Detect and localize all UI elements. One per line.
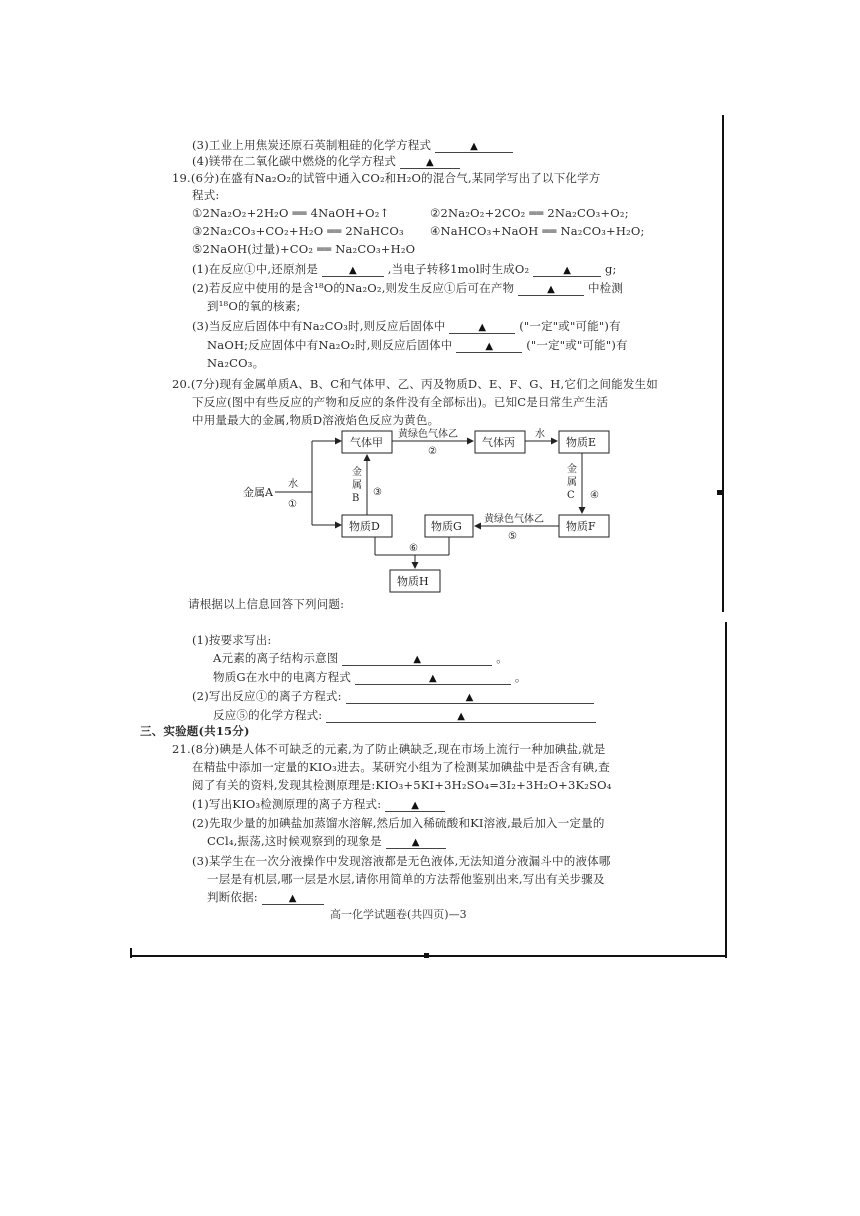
blank-marker: ▲ xyxy=(411,800,420,811)
marker-bottom xyxy=(424,953,429,958)
q21-sub-3: (3)某学生在一次分液操作中发现溶液都是无色液体,无法知道分液漏斗中的液体哪 xyxy=(192,854,611,868)
label-step-2: ② xyxy=(428,446,437,457)
q19-equation-1: ①2Na₂O₂+2H₂O ══ 4NaOH+O₂↑ xyxy=(192,206,390,220)
blank-marker: ▲ xyxy=(470,141,478,152)
label-yellow-green-gas-5: 黄绿色气体乙 xyxy=(484,514,544,525)
q19-sub-1-blank-a[interactable] xyxy=(322,263,384,277)
label-metal-c-char1: 金 xyxy=(567,464,577,475)
q19-sub-1-text-end: g; xyxy=(605,262,617,276)
q18-item-3-answer-blank[interactable] xyxy=(435,139,513,153)
label-metal-b-char2: 属 xyxy=(352,480,362,491)
blank-marker: ▲ xyxy=(348,265,357,276)
blank-marker: ▲ xyxy=(288,893,297,904)
blank-marker: ▲ xyxy=(457,711,466,722)
right-border-lower xyxy=(725,622,727,958)
q21-sub-1-text: (1)写出KIO₃检测原理的离子方程式: xyxy=(192,797,382,811)
label-step-3: ③ xyxy=(373,487,382,498)
label-water-1: 水 xyxy=(288,479,298,490)
q19-sub-1-text-mid: ,当电子转移1mol时生成O₂ xyxy=(387,262,530,276)
q18-item-3-text: (3)工业上用焦炭还原石英制粗硅的化学方程式 xyxy=(192,138,432,152)
q20-part-1a-blank[interactable] xyxy=(342,652,492,666)
q21-sub-3-line2: 一层是有机层,哪一层是水层,请你用简单的方法帮他鉴别出来,写出有关步骤及 xyxy=(207,872,605,886)
label-step-1: ① xyxy=(288,499,297,510)
q21-heading-line3: 阅了有关的资料,发现其检测原理是:KIO₃+5KI+3H₂SO₄=3I₂+3H₂O+3K₂SO₄ xyxy=(192,778,612,792)
q21-heading-line2: 在精盐中添加一定量的KIO₃进去。某研究小组为了检测某加碘盐中是否含有碘,查 xyxy=(192,760,610,774)
label-metal-a: 金属A xyxy=(243,486,273,499)
blank-marker: ▲ xyxy=(547,284,556,295)
blank-marker: ▲ xyxy=(485,341,494,352)
label-sub-f: 物质F xyxy=(566,520,596,533)
q19-sub-2-text-end: 中检测 xyxy=(587,281,624,295)
q19-sub-3-line3: Na₂CO₃。 xyxy=(207,356,265,370)
q19-sub-2 xyxy=(192,280,623,296)
label-sub-h: 物质H xyxy=(397,575,429,588)
q20-part-2b-blank[interactable] xyxy=(326,709,596,723)
q21-sub-1-blank[interactable] xyxy=(385,798,445,812)
blank-marker: ▲ xyxy=(429,673,437,684)
q21-sub-3-blank[interactable] xyxy=(262,891,324,905)
label-yellow-green-gas-2: 黄绿色气体乙 xyxy=(398,429,458,440)
q19-equation-3: ③2Na₂CO₃+CO₂+H₂O ══ 2NaHCO₃ xyxy=(192,224,404,238)
q20-part-2 xyxy=(192,688,594,704)
q20-heading-line2: 下反应(图中有些反应的产物和反应的条件没有全部标出)。已知C是日常生产生活 xyxy=(192,395,609,409)
q19-sub-2-blank[interactable] xyxy=(518,282,584,296)
q19-equation-5: ⑤2NaOH(过量)+CO₂ ══ Na₂CO₃+H₂O xyxy=(192,242,416,256)
q19-heading-line2: 程式: xyxy=(192,188,220,202)
q21-sub-1 xyxy=(192,796,445,812)
blank-marker: ▲ xyxy=(478,322,487,333)
q18-item-4 xyxy=(192,153,460,169)
q21-heading-line1: 21.(8分)碘是人体不可缺乏的元素,为了防止碘缺乏,现在市场上流行一种加碘盐,就是 xyxy=(172,742,606,756)
page-footer: 高一化学试题卷(共四页)—3 xyxy=(330,908,467,921)
label-step-4: ④ xyxy=(590,490,599,501)
label-sub-g: 物质G xyxy=(431,520,462,533)
period: 。 xyxy=(514,670,527,684)
left-border-tick xyxy=(130,948,132,958)
q20-part-1b-blank[interactable] xyxy=(355,671,511,685)
q19-equation-4: ④NaHCO₃+NaOH ══ Na₂CO₃+H₂O; xyxy=(430,224,645,238)
label-metal-b-char1: 金 xyxy=(352,467,362,478)
q20-part-1b-text: 物质G在水中的电离方程式 xyxy=(213,670,352,684)
q18-item-4-answer-blank[interactable] xyxy=(400,155,460,169)
q19-sub-1-text: (1)在反应①中,还原剂是 xyxy=(192,262,319,276)
q19-sub-3-text-3: ("一定"或"可能")有 xyxy=(526,338,628,352)
period: 。 xyxy=(496,651,508,665)
q19-sub-3-blank-b[interactable] xyxy=(456,339,522,353)
label-sub-e: 物质E xyxy=(566,436,597,449)
blank-marker: ▲ xyxy=(465,692,474,703)
q19-sub-1-blank-b[interactable] xyxy=(533,263,601,277)
blank-marker: ▲ xyxy=(563,265,572,276)
q20-ask: 请根据以上信息回答下列问题: xyxy=(188,597,345,611)
q21-sub-2: (2)先取少量的加碘盐加蒸馏水溶解,然后加入稀硫酸和KI溶液,最后加入一定量的 xyxy=(192,816,605,830)
q18-item-4-text: (4)镁带在二氧化碳中燃烧的化学方程式 xyxy=(192,154,397,168)
q18-item-3 xyxy=(192,137,513,153)
q21-sub-3-line3 xyxy=(207,889,324,905)
blank-marker: ▲ xyxy=(426,157,434,168)
q20-part-2-blank[interactable] xyxy=(346,690,594,704)
q21-sub-2-text: CCl₄,振荡,这时候观察到的现象是 xyxy=(207,834,382,848)
q20-part-2-text: (2)写出反应①的离子方程式: xyxy=(192,689,342,703)
q20-part-1a-text: A元素的离子结构示意图 xyxy=(213,651,339,665)
q20-part-1a xyxy=(213,650,508,666)
label-metal-c-char3: C xyxy=(567,490,575,501)
q19-sub-2-text: (2)若反应中使用的是含¹⁸O的Na₂O₂,则发生反应①后可在产物 xyxy=(192,281,515,295)
label-gas-jia: 气体甲 xyxy=(350,436,383,449)
q19-equation-2: ②2Na₂O₂+2CO₂ ══ 2Na₂CO₃+O₂; xyxy=(430,206,629,220)
label-gas-bing: 气体丙 xyxy=(482,436,515,449)
q20-part-2b xyxy=(213,707,596,723)
q19-heading-line1: 19.(6分)在盛有Na₂O₂的试管中通入CO₂和H₂O的混合气,某同学写出了以下化学方 xyxy=(172,171,601,185)
q19-sub-3-text-2: NaOH;反应固体中有Na₂O₂时,则反应后固体中 xyxy=(207,338,453,352)
q19-sub-1 xyxy=(192,261,617,277)
q20-heading-line3: 中用量最大的金属,物质D溶液焰色反应为黄色。 xyxy=(192,413,440,427)
label-step-6: ⑥ xyxy=(409,543,418,554)
blank-marker: ▲ xyxy=(411,837,420,848)
q19-sub-3-blank-a[interactable] xyxy=(449,320,515,334)
q19-sub-3-line2 xyxy=(207,337,628,353)
q20-part-1b xyxy=(213,669,527,685)
q21-sub-3-text: 判断依据: xyxy=(207,890,258,904)
q20-part-2b-text: 反应⑤的化学方程式: xyxy=(213,708,323,722)
label-water-2: 水 xyxy=(535,429,545,440)
label-step-5: ⑤ xyxy=(508,531,517,542)
q19-sub-3-text: (3)当反应后固体中有Na₂CO₃时,则反应后固体中 xyxy=(192,319,446,333)
label-sub-d: 物质D xyxy=(349,520,380,533)
q19-sub-3 xyxy=(192,318,621,334)
q19-sub-3-text-mid: ("一定"或"可能")有 xyxy=(519,319,621,333)
reaction-flow-diagram xyxy=(0,420,860,610)
label-metal-b-char3: B xyxy=(352,493,360,504)
q20-part-1: (1)按要求写出: xyxy=(192,633,272,647)
label-metal-c-char2: 属 xyxy=(567,477,577,488)
q20-heading-line1: 20.(7分)现有金属单质A、B、C和气体甲、乙、丙及物质D、E、F、G、H,它们之间能发生如 xyxy=(172,377,658,391)
section-3-heading: 三、实验题(共15分) xyxy=(140,724,250,738)
q21-sub-2-line2 xyxy=(207,833,446,849)
blank-marker: ▲ xyxy=(413,654,422,665)
q21-sub-2-blank[interactable] xyxy=(386,835,446,849)
q19-sub-2-cont: 到¹⁸O的氧的核素; xyxy=(207,299,301,313)
